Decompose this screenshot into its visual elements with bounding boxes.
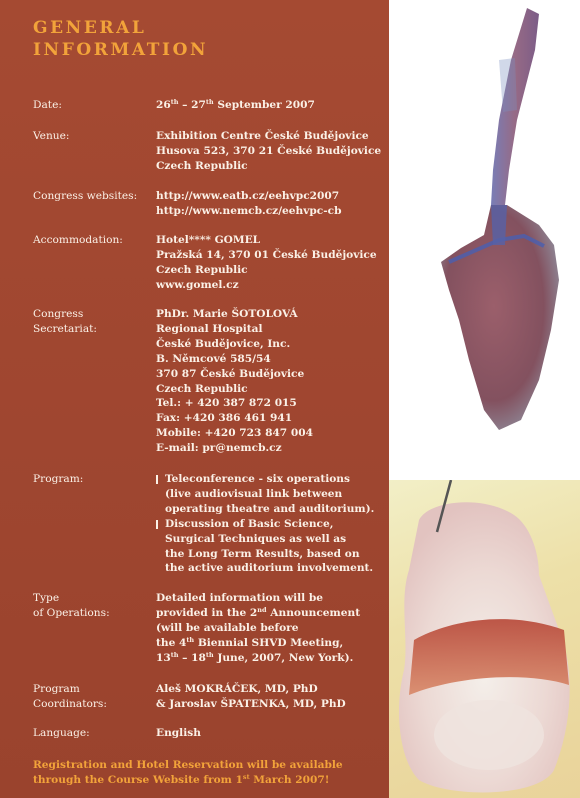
venue-label: Venue: [33,130,70,142]
registration-note: Registration and Hotel Reservation will be available through the Course Website from 1st March 2007! [33,759,343,786]
venue-value: Exhibition Centre České Budějovice Husova 523, 370 21 České Budějovice Czech Republic [156,130,382,172]
program-value: Teleconference - six operations (live audiovisual link between operating theatre and auditorium). Discussion of Basic Science, Surgical Techniques as well as the Long Term Results, based on the active auditorium involvement. [156,472,381,576]
secretariat-email[interactable]: E-mail: pr@nemcb.cz [156,442,282,455]
coordinators-label: Program Coordinators: [33,683,107,710]
program-label: Program: [33,473,84,485]
website-link-eatb[interactable]: http://www.eatb.cz/eehvpc2007 [156,190,340,202]
page-title: GENERAL INFORMATION [33,18,209,60]
websites-label: Congress websites: [33,190,138,202]
websites-value [156,189,381,219]
secretariat-value: PhDr. Marie ŠOTOLOVÁ Regional Hospital České Budějovice, Inc. B. Němcové 585/54 370 87 České Budějovice Czech Republic Tel.: + 420 387 872 015 Fax: +420 386 461 941 Mobile: +420 723 847 004 E-mail: pr@nemcb.cz [156,307,381,456]
date-value: 26th – 27th September 2007 [156,98,315,111]
hotel-website-link[interactable]: www.gomel.cz [156,278,239,291]
accommodation-label: Accommodation: [33,234,123,246]
program-item: Discussion of Basic Science, [156,517,381,532]
program-item: Teleconference - six operations [156,472,381,487]
date-label: Date: [33,99,62,111]
operations-label: Type of Operations: [33,592,110,619]
image-divider [389,452,580,480]
coordinators-value: Aleš MOKRÁČEK, MD, PhD & Jaroslav ŠPATENKA, MD, PhD [156,683,346,710]
language-label: Language: [33,727,90,739]
language-value: English [156,727,201,739]
secretariat-label: Congress Secretariat: [33,308,97,335]
operations-value: Detailed information will be provided in the 2nd Announcement (will be available before the 4th Biennial SHVD Meeting, 13th – 18th June, 2007, New York). [156,592,361,664]
valve-specimen-photo [389,480,580,798]
vessel-specimen-image [389,0,580,452]
website-link-nemcb[interactable]: http://www.nemcb.cz/eehvpc-cb [156,204,342,217]
accommodation-value: Hotel**** GOMEL Pražská 14, 370 01 České Budějovice Czech Republic www.gomel.cz [156,233,381,293]
